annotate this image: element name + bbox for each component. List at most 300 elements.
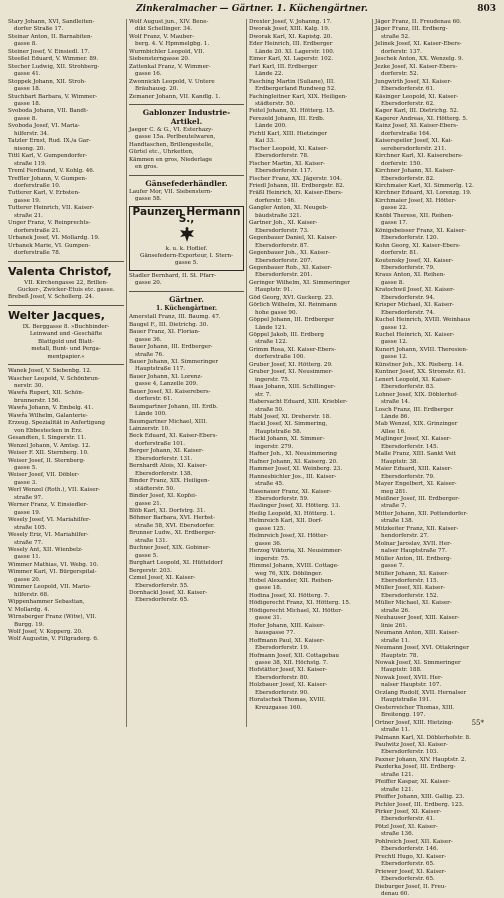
list-item: Stoppek Johann, XII. Stroh- (8, 78, 86, 85)
list-item: Gänsefedern-Exporteur, I. Stern- (140, 252, 233, 259)
list-item: Wanek Josef, V. Siebenbg. 12. (8, 368, 92, 375)
list-item: dorferstraße 21. (14, 227, 61, 234)
list-item: Böhmer Barbara, XVI. Herbst- (129, 515, 215, 522)
divider (129, 104, 244, 105)
list-item: hendorferstr. 27. (381, 533, 429, 540)
list-item: Ebersdorferstr. 19. (255, 645, 309, 652)
list-item: Gürtel etc., Uhrketten, (129, 149, 194, 156)
list-item: gasse 5. (174, 260, 199, 267)
list-item: Palmann Karl, XI. Döblerhofstr. 8. (375, 734, 471, 741)
list-item: straße 45. (255, 481, 284, 488)
list-item: straße 138. (381, 518, 414, 525)
list-item: Hofer Johann, XIII. Kaiser- (249, 622, 325, 629)
list-item: Wesely Josef, VI. Mariahilfer- (8, 517, 91, 524)
list-item: straße 122. (255, 339, 288, 346)
list-item: Görlich Wilhelm, XI. Reinmann (249, 302, 337, 309)
list-item: Urbanek Josef, VI. Mollardg. 19. (8, 235, 100, 242)
list-item: hilferstr. 34. (14, 130, 49, 137)
list-item: Müller Michael, XI. Kaiser- (375, 600, 452, 607)
list-item: V. Mollardg. 4. (8, 606, 50, 613)
double-eagle-icon (178, 226, 196, 244)
list-item: Baumgartner Michael, XIII. (129, 418, 208, 425)
list-item: Kunert Johann, XVIII. Theresien- (375, 346, 468, 353)
list-item: Kämmen en gros, Niederlage (129, 156, 213, 163)
divider (8, 364, 124, 365)
list-item: Fachingleitner Karl, XIX. Heiligen- (249, 93, 348, 100)
section-title-gaensefeder: Gänsefederhändler. (145, 178, 228, 188)
list-item: straße 76. (135, 351, 164, 358)
list-item: Ebersdorferstr. 94. (381, 294, 435, 301)
list-item: gasse 8. (14, 41, 38, 48)
list-item: straße 26. (381, 607, 410, 614)
list-item: Molnar Jaroslav, XVII. Her- (375, 540, 452, 547)
list-item: dikt Schellinger. 34. (135, 26, 193, 33)
list-item: hilferstr. 68. (14, 591, 49, 598)
list-item: Hafner Johann, XI. Kaiserg. 20. (249, 458, 338, 465)
list-item: Jäger Franz, III. Erdberg- (375, 26, 448, 33)
list-item: linie 261. (381, 622, 408, 629)
list-item: Leinwand und -Geschäfte (29, 331, 103, 338)
section-title-gaertner: Gärtner. (169, 294, 204, 304)
list-item: Kohn Georg, XI. Kaiser-Ebers- (375, 242, 461, 249)
list-item: Pazderka Josef, III. Erdberg- (375, 764, 456, 771)
ad-valenta-name: Valenta Christof, (8, 264, 112, 278)
list-item: Eimer Karl, XI. Lagerstr. 102. (249, 56, 334, 63)
list-item: Breitengg. 197. (381, 712, 426, 719)
column-1-entries (8, 19, 124, 258)
list-item: Siebensterngasse 20. (129, 56, 190, 63)
list-item: gasse 8. (14, 115, 38, 122)
list-item: Wurmbichler Leopold, VII. (129, 48, 205, 55)
list-item: Helmreich Josef, XI. Hötter- (249, 533, 329, 540)
list-item: Prechtl Hugo, XI. Kaiser- (375, 853, 447, 860)
list-item: Handtaschen, Brillengestelle, (129, 141, 214, 148)
list-item: straße 11. (381, 637, 410, 644)
list-item: straße 131. (135, 537, 168, 544)
list-item: Ebersdorferstr. 145. (381, 443, 439, 450)
list-item: Wawřa Johann, V. Embelg. 41. (8, 405, 94, 412)
list-item: k. u. k. Hoflief. (165, 245, 208, 252)
list-item: Ebersdorferstr. 65. (135, 597, 189, 604)
list-item: gasse 36. (255, 540, 282, 547)
list-item: Bauer Johann, XI. Lorenz- (129, 373, 203, 380)
list-item: Dworak Josef, XIII. Kalg. 19. (249, 26, 330, 33)
list-item: Göppel Johann, III. Erdberger (249, 317, 334, 324)
list-item: Blöb Karl, XI. Dorfstrg. 31. (129, 508, 206, 515)
list-item: Steiner Josef, V. Einsiedl. 17. (8, 48, 90, 55)
list-item: Stary Johann, XVI, Sandleiten- (8, 19, 95, 25)
list-item: Pichler Josef, III. Erdberg. 123. (375, 801, 464, 808)
list-item: Kirchner Johann, XI. Kaiser- (375, 168, 455, 175)
ad-paunzen-lines (132, 246, 241, 268)
list-item: Wesely Eriz, VI. Mariahilfer- (8, 532, 89, 539)
list-item: gasse 125. (255, 525, 286, 532)
list-item: straße 77. (14, 539, 43, 546)
list-item: Tutterer Karl, V. Erbsten- (8, 190, 80, 197)
list-item: Jungwirth Josef, XI. Kaiser- (375, 78, 452, 85)
list-item: Wolf Augustin, V. Fillgraderg. 6. (8, 636, 99, 643)
list-item: Kuchel Heinrich, XVIII. Weinhaus (375, 317, 471, 324)
list-item: Feitel Johann, XI. Hötterg. 15. (249, 108, 335, 115)
list-item: Gartner Joh., XI. Kaiser- (249, 220, 318, 227)
list-item: dorferstraße 101. (135, 440, 186, 447)
list-item: Bauer Franz, XI. Florian- (129, 329, 200, 336)
ad-paunzen-crest (132, 226, 241, 244)
list-item: Ebersdorferstr. 74. (381, 309, 435, 316)
list-item: ingerstr. 279. (255, 443, 294, 450)
list-item: Hauptstr. 38. (381, 458, 419, 465)
list-item: gasse 8. (381, 279, 405, 286)
list-item: Habersacht Eduard, XIII. Kriebler- (249, 399, 348, 406)
list-item: Maier Eduard, XIII. Kaiser- (375, 466, 453, 473)
list-item: Paulwitz Josef, XI. Kaiser- (375, 741, 448, 748)
columns (6, 19, 498, 898)
list-item: Dworak Karl, XI. Kapistg. 20. (249, 33, 333, 40)
list-item: Krisper Michael, XI. Kaiser- (375, 302, 454, 309)
list-item: straße 14. (381, 399, 410, 406)
page-footer-mark: 55* (471, 719, 484, 727)
list-item: Stuchbart Barbara, V. Wimmer- (8, 93, 98, 100)
list-item: gasse 17. (381, 220, 408, 227)
list-item: dorferstr. 52. (381, 71, 419, 78)
list-item: gasse 3. (14, 479, 38, 486)
list-item: Ebersdorferstr. 82. (381, 175, 435, 182)
list-item: Hauptstraße 117. (135, 366, 186, 373)
column-3 (246, 19, 372, 727)
list-item: Ebersdorferstr. 55. (135, 582, 189, 589)
list-item: Erdbergerland Rundweg 52. (255, 86, 336, 93)
list-item: Gegenbauer Rob., XI. Kaiser- (249, 264, 332, 271)
list-item: nalser Hauptstr. 107. (381, 682, 442, 689)
list-item: Hauptstr. 188. (381, 667, 422, 674)
list-item: Eder Heinrich, III. Erdberger (249, 41, 333, 48)
list-item: Ebersdorferstr. 90. (255, 689, 309, 696)
list-item: Lände 86. (381, 414, 410, 421)
list-item: Dornhackl Josef, XI. Kaiser- (129, 590, 208, 596)
list-item: en gros. (135, 164, 158, 171)
list-item: Brunner Ludw., XI. Erdberger- (129, 530, 216, 537)
list-item: Kirchmaier Josef, XI. Hötter- (375, 197, 457, 204)
list-item: Drexler Josef, V. Johanng. 17. (249, 19, 332, 25)
list-item: gasse 7. (381, 563, 405, 570)
list-item: städterstr. 50. (135, 485, 175, 492)
column-3-entries (249, 19, 370, 712)
list-item: Käsinger Leopold, XI. Kaiser- (375, 93, 459, 100)
list-item: Müller Josef, XII. Kaiser- (375, 585, 445, 592)
list-item: nerstr. 30. (14, 383, 44, 390)
list-item: Göd Georg, XVI. Guckerg. 23. (249, 294, 334, 301)
list-item: Wolf August jun., XIV. Bene- (129, 19, 209, 25)
list-item: str. 7. (255, 391, 272, 398)
list-item: Nowak Josef, XI. Simmeringer (375, 659, 461, 666)
list-item: Ebersdorferstr. 73. (255, 227, 309, 234)
list-item: Weiser F. XII. Sternberg. 10. (8, 450, 89, 457)
list-item: Wolf Franz, V. Mauber- (129, 33, 195, 40)
list-item: Wesely Ant, XII. Wienbelz- (8, 547, 83, 553)
list-item: Ebersdorferstr. 201. (255, 272, 313, 279)
list-item: Hauptstraße 191. (381, 697, 432, 704)
list-item: Wolf Josef, V. Kopperg. 20. (8, 628, 83, 635)
list-item: gasse 5. (135, 552, 159, 559)
list-item: Müller Johann, XI. Kaiser- (375, 570, 449, 577)
list-item: Hofstätter Josef, XI. Kaiser- (249, 667, 328, 674)
list-item: Ebersdorferstr. 79. (381, 473, 435, 480)
list-item: Kaiserspeiler Josef, XI. Kai- (375, 138, 453, 145)
list-item: straße 119. (14, 160, 47, 167)
list-item: Werl Wenzel (Roth.), VII. Kaiser- (8, 487, 101, 494)
list-item: Koutensky Josef, XI. Kaiser- (375, 257, 454, 264)
list-item: Haslinger Josef, XI. Hötterg. 13. (249, 503, 341, 510)
list-item: Gegenbauer Daniel, XI. Kaiser- (249, 235, 338, 242)
list-item: Bauer Johann, III. Erdberger- (129, 344, 213, 351)
list-item: Dieburger Josef, II. Freu- (375, 883, 447, 890)
list-item: Fischer Leopold, XI. Kaiser- (249, 145, 329, 152)
list-item: Friedl Johann, III. Erdbergstr. 82. (249, 182, 345, 189)
list-item: Paxner Johann, XIV. Hauptstr. 2. (375, 756, 467, 763)
list-item: Binder Josef, XI. Kopfei- (129, 493, 197, 500)
list-item: Svoboda Johann, VII. Bandt- (8, 108, 89, 115)
column-2-entries (129, 19, 244, 101)
section-title-gablonzer: Gablonzer Industrie-Artikel. (142, 107, 231, 126)
list-item: Zwonnickh Leopold, V. Untere (129, 78, 215, 85)
list-item: Tatzler Ernst, Rud. IX./a Gar- (8, 138, 91, 145)
list-item: Malle Franz, XIII. Sankt Veit (375, 451, 456, 458)
list-item: Beck Eduard, XI. Kaiser-Ebers- (129, 433, 218, 440)
list-item: gasse 21. (135, 500, 162, 507)
list-item: Müller Anton, III. Erdberg- (375, 555, 452, 562)
list-item: dorferstraße 164. (381, 130, 432, 137)
list-item: Farl Karl, III. Erdberger (249, 63, 318, 70)
list-item: Herzog Viktoria, XI. Neusimmer- (249, 548, 343, 555)
list-item: Ebersdorferstr. 83. (381, 384, 435, 391)
list-item: Tittl Karl, V. Gumpendorfer- (8, 153, 88, 160)
list-item: Gruber Josef, XI. Hötterg. 29. (249, 361, 333, 368)
section-gablonzer-entries (129, 127, 244, 172)
list-item: straße 50. (255, 406, 284, 413)
list-item: Pötzl Josef, XI. Kaiser- (375, 823, 438, 830)
list-item: Binder Franz, XIX. Heiligen- (129, 478, 210, 485)
list-item: Hackl Josef, XI. Simmering, (249, 421, 328, 428)
list-item: Treml Ferdinand, V. Kohlg. 46. (8, 168, 95, 175)
list-item: Pirker Josef, XI. Kaiser- (375, 809, 442, 816)
section-subtitle-kuechengaertner: 1. Küchengärtner. (156, 304, 217, 312)
list-item: Zemaner Johann, VII. Kandlg. 1. (129, 93, 221, 100)
list-item: von Ebbestecken in Erz. (14, 427, 83, 434)
list-item: Fischer Martin, XI. Kaiser- (249, 160, 325, 167)
column-1-entries-2 (8, 368, 124, 644)
list-item: Lände 22. (255, 71, 284, 78)
list-item: Kirchner Eduard, XI. Lorenzg. 19. (375, 190, 472, 197)
list-item: Bergerstr. 203. (129, 567, 172, 574)
list-item: mentpapier.« (47, 353, 85, 360)
list-item: Lohner Josef, XIX. Döblerhof- (375, 391, 458, 398)
list-item: Grimm Rosa, XI. Kaiser-Ebers- (249, 346, 336, 353)
list-item: straße 21. (14, 212, 43, 219)
list-item: Jeschek Anton, XX. Wenzelg. 9. (375, 56, 464, 63)
list-item: Kuntner Josef, XX. Stromstr. 61. (375, 369, 466, 376)
list-item: Wimmer Leopold, VII. Mario- (8, 584, 91, 591)
list-item: Himmel Johann, XVIII. Cottage- (249, 563, 339, 570)
column-4-entries (375, 19, 494, 898)
list-item: gasse 38, XII. Höchstg. 7. (255, 659, 328, 666)
list-item: Unger Franz, V. Reinprechts- (8, 220, 91, 227)
list-item: gasse 12. (381, 324, 408, 331)
list-item: gasse 41. (14, 71, 41, 78)
list-item: Czmel Josef, XI. Kaiser- (129, 575, 196, 582)
list-item: gasse 20. (14, 576, 41, 583)
list-item: Ebersdorferstr. 61. (381, 86, 435, 93)
list-item: Ferezeld Johann, III. Erdb. (249, 115, 325, 122)
list-item: Heilig Leopold, XI. Hötterg. 1. (249, 510, 336, 517)
list-item: Ebersdorferstr. 115. (381, 577, 439, 584)
list-item: Majlinger Josef, XI. Kaiser- (375, 436, 452, 443)
list-item: Hoffmann Paul, XI. Kaiser- (249, 637, 325, 644)
list-item: Jelinek Josef, XI. Kaiser-Ebers- (375, 41, 462, 48)
list-item: hohe gasse 90. (255, 309, 298, 316)
list-item: straße 52. (381, 33, 410, 40)
list-item: Urbanek Marie, VI. Gumpen- (8, 242, 91, 249)
list-item: dorfer Straße 17. (14, 26, 64, 33)
ad-valenta-lines (8, 280, 124, 295)
list-item: Pfeiffer Kaspar, XI. Kaiser- (375, 779, 451, 786)
list-item: Ebersdorferstr. 62. (381, 100, 435, 107)
list-item: Stecher Ludwig, XII. Strohberg- (8, 63, 100, 70)
list-item: Geringer Wilhelm, XI. Simmeringer (249, 279, 350, 286)
list-item: straße 97. (14, 494, 43, 501)
list-item: Stadler Bernhard, II. St. Pfarr- (129, 272, 217, 279)
list-item: Baugel F., III. Dietrichg. 30. (129, 321, 209, 328)
list-item: dorferstr. 146. (255, 197, 296, 204)
list-item: gasse 19. (14, 509, 41, 516)
list-item: Gegenbauer Joh., XI. Kaiser- (249, 250, 330, 257)
list-item: Burgg. 19. (14, 621, 45, 628)
list-item: gasse 19. (14, 197, 41, 204)
list-item: Gesandten, I. Singerstr. 11. (8, 435, 87, 442)
list-item: gasse 16. (135, 71, 162, 78)
list-item: Hodina Josef, XI. Hötterg. 7. (249, 592, 330, 599)
list-item: gasse 12. (381, 339, 408, 346)
list-item: Ebersdorferstr. 138. (135, 470, 193, 477)
list-item: Wirnsberger Franz (Witw), VII. (8, 614, 97, 621)
list-item: Kirchmaier Karl, XI. Simmerlg. 12. (375, 182, 474, 189)
list-item: Bräuhausg. 20. (135, 86, 179, 93)
divider (8, 305, 124, 306)
list-item: städterstr. 50. (255, 100, 295, 107)
list-item: ingerstr. 75. (255, 555, 290, 562)
list-item: Lenert Leopold, XI. Kaiser- (375, 376, 452, 383)
list-item: dorferstraße 100. (255, 354, 306, 361)
list-item: Holzbauer Josef, XI. Kaiser- (249, 682, 328, 689)
list-item: Jaeger C. & G., VI. Esterhazy- (129, 126, 214, 133)
ad-welter-lines (8, 324, 124, 361)
list-item: Wascher Leopold, V. Schönbrun- (8, 375, 100, 382)
list-item: Göppel Jakob, III. Erdberg (249, 332, 325, 339)
list-item: Kagerer Andreas, XI. Hötterg. 5. (375, 115, 468, 122)
list-item: Steinar Anton, II. Barnabiten- (8, 33, 93, 40)
list-item: Wippenhammer Sebastian, (8, 599, 85, 606)
list-item: gasse 15a. Perlbeutelwaren, (135, 134, 216, 141)
list-item: Weiser Josef, VII. Döbler- (8, 472, 80, 479)
list-item: Hammer Josef, XI. Weinberg. 23. (249, 466, 343, 473)
ad-paunzen (129, 206, 244, 271)
list-item: gasse 18. (14, 86, 41, 93)
list-item: Ebersdorferstr. 146. (381, 846, 439, 853)
list-item: Habl Josef, XI. Dreherstr. 18. (249, 414, 332, 421)
list-item: Ortner Josef, XIII. Hietzing- (375, 719, 454, 726)
divider (129, 175, 244, 176)
list-item: straße 121. (381, 786, 414, 793)
list-item: Fräßl Heinrich, XI. Kaiser-Ebers- (249, 190, 343, 197)
list-item: Pfeiffer Johann, XIII. Gallig. 23. (375, 794, 465, 801)
list-item: Wawřa Rupert, XII. Schön- (8, 390, 84, 397)
ad-paunzen-name: Paunzen Hermann S., (132, 205, 241, 226)
list-item: straße 121. (381, 771, 414, 778)
column-2 (126, 19, 246, 727)
list-item: Oesterreicher Thomas, XIII. (375, 704, 455, 711)
list-item: nisong. 20. (14, 145, 46, 152)
list-item: straße 11. (381, 727, 410, 734)
list-item: Hobel Alexander, XII. Reihen- (249, 577, 334, 584)
list-item: Ebersdorferstr. 152. (381, 592, 439, 599)
list-item: Ebersdorferstr. 207. (255, 257, 313, 264)
list-item: Wenzel Johann, V. Amtsg. 12. (8, 442, 91, 449)
list-item: Neumann Josef, XVI. Ottakringer (375, 645, 469, 652)
list-item: Pohlreich Josef, XII. Kaiser- (375, 838, 453, 845)
list-item: Hauptstr. 91. (255, 287, 293, 294)
list-item: Oczlang Rudolf, XVII. Hernalser (375, 689, 467, 696)
list-item: Mitzkeiter Franz, XII. Kaiser- (375, 525, 459, 532)
list-item: Wawřa Wilhelm, Galanterie- (8, 412, 88, 419)
list-item: Amerstall Franz, III. Baumg. 47. (129, 314, 221, 321)
list-item: gasse 22. (381, 205, 408, 212)
ad-welter-name: Welter Jacques, (8, 308, 105, 322)
list-item: gasse 18. (255, 585, 282, 592)
column-4 (372, 19, 496, 898)
list-item: Ebersdorferstr. 103. (381, 749, 439, 756)
list-item: dorferstr. 61. (135, 396, 173, 403)
list-item: Hödigerecht Franz, XI. Hötterg. 15. (249, 600, 351, 607)
list-item: denau 60. (381, 891, 410, 898)
list-item: Lände 20. XI. Lagerstr. 100. (255, 48, 335, 55)
list-item: Gruber Josef, XI. Neusimmer- (249, 369, 334, 376)
list-item: Blattgold und Blatt- (37, 338, 94, 345)
list-item: Gucker-, Zwicker-Etuis etc. gasse. (17, 286, 115, 293)
list-item: Hödigerecht Michael, XI. Hötter- (249, 607, 343, 614)
list-item: nalser Hauptstraße 77. (381, 548, 447, 555)
list-item: Jäger Franz, II. Freudenau 60. (375, 19, 462, 25)
list-item: Allee 16. (381, 428, 406, 435)
list-item: Fischer Franz, XX. Jägerstr. 104. (249, 175, 342, 182)
page-number: 803 (477, 4, 496, 14)
list-item: Treffler Johann, V. Gumpen- (8, 175, 87, 182)
list-item: brunnerstr. 156. (14, 397, 61, 404)
list-item: Steeßel Eduard, V. Wimmer. 89. (8, 56, 99, 63)
list-item: straße 136. (381, 831, 414, 838)
list-item: gasse 36. (135, 336, 162, 343)
list-item: Lände 200. (255, 123, 287, 130)
list-item: Künstner Joh., XX. Rieberg. 14. (375, 361, 464, 368)
list-item: Kuchel Heinrich, XI. Kaiser- (375, 332, 455, 339)
list-item: Neumann Anton, XIII. Kaiser- (375, 630, 460, 637)
list-item: gasse 31. (255, 615, 282, 622)
list-item: Ebersdorferstr. 79. (381, 264, 435, 271)
list-item: Kager Karl, III. Dietrichg. 52. (375, 108, 459, 115)
list-item: Lainzerstr. 10. (129, 426, 171, 433)
list-item: Ebersdorferstr. 41. (381, 816, 435, 823)
list-item: Haas Johann, XIII. Schillinger- (249, 384, 336, 391)
list-item: Horatschek Thomas, XVIII. (249, 697, 326, 704)
header-title: Zinkeralmacher — Gärtner. 1. Küchengärtner. (136, 4, 368, 14)
